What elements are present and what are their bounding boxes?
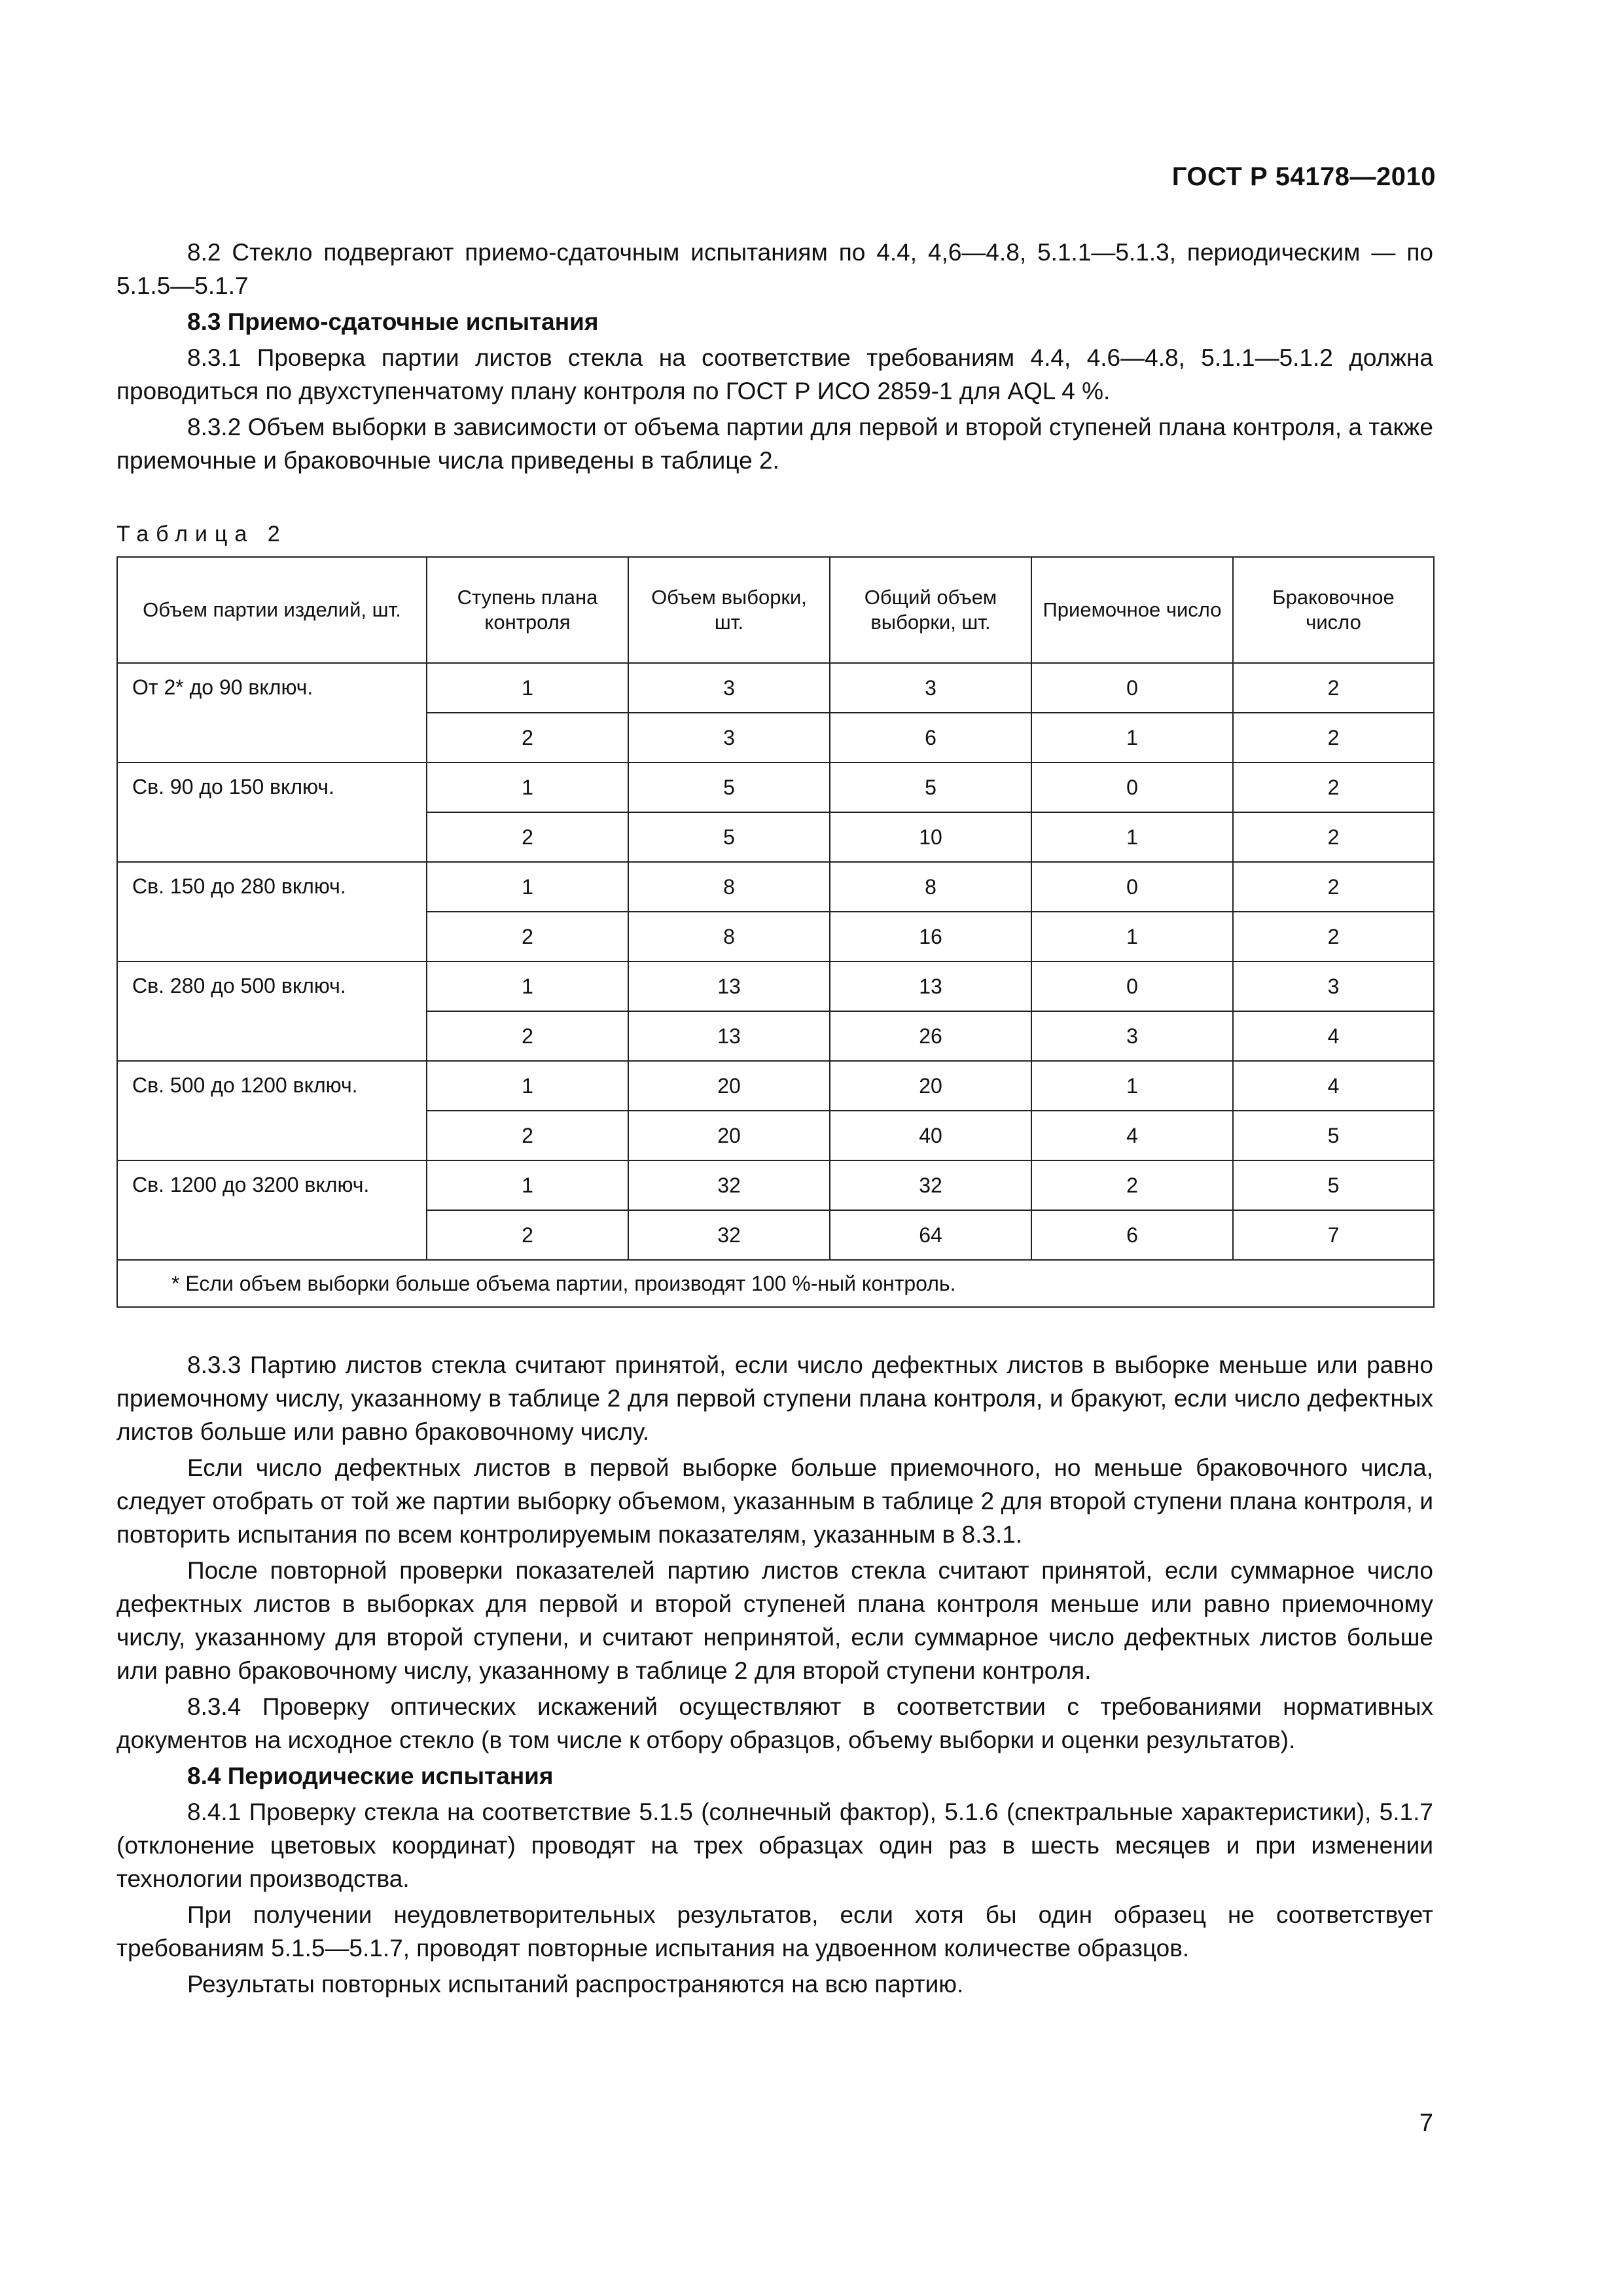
cell-rejection-number: 5	[1233, 1160, 1434, 1210]
table-footnote-row	[117, 1260, 1434, 1307]
cell-plan-stage: 2	[427, 812, 628, 862]
cell-plan-stage: 1	[427, 663, 628, 713]
table-footnote: * Если объем выборки больше объема партии, производят 100 %-ный контроль.	[117, 1260, 1434, 1307]
paragraph-8-4-1-second: При получении неудовлетворительных результатов, если хотя бы один образец не соответствует требованиям 5.1.5—5.1.7, проводят повторные испытания на удвоенном количестве образцов.	[116, 1901, 1433, 1962]
cell-acceptance-number: 0	[1031, 762, 1233, 812]
cell-acceptance-number: 1	[1031, 713, 1233, 762]
cell-sample-size: 13	[628, 961, 830, 1011]
cell-plan-stage: 2	[427, 912, 628, 961]
cell-rejection-number: 2	[1233, 663, 1434, 713]
cell-acceptance-number: 1	[1031, 912, 1233, 961]
cell-plan-stage: 1	[427, 862, 628, 912]
cell-acceptance-number: 0	[1031, 862, 1233, 912]
paragraph-8-3-1: 8.3.1 Проверка партии листов стекла на соответствие требованиям 4.4, 4.6—4.8, 5.1.1—5.1.2 должна проводиться по двухступенчатому плану контроля по ГОСТ Р ИСО 2859-1 для AQL 4 %.	[116, 344, 1433, 404]
header-rejection-number: Браковочное число	[1233, 557, 1434, 663]
cell-total-sample-size: 32	[830, 1160, 1031, 1210]
cell-rejection-number: 5	[1233, 1111, 1434, 1160]
cell-sample-size: 32	[628, 1210, 830, 1260]
cell-sample-size: 5	[628, 762, 830, 812]
table-row	[117, 1160, 1434, 1210]
cell-acceptance-number: 1	[1031, 812, 1233, 862]
header-sample-size: Объем выборки, шт.	[628, 557, 830, 663]
cell-batch-size: Св. 150 до 280 включ.	[117, 862, 427, 961]
cell-sample-size: 3	[628, 663, 830, 713]
cell-batch-size: Св. 500 до 1200 включ.	[117, 1061, 427, 1160]
cell-sample-size: 8	[628, 912, 830, 961]
cell-plan-stage: 1	[427, 762, 628, 812]
cell-sample-size: 3	[628, 713, 830, 762]
cell-plan-stage: 1	[427, 1160, 628, 1210]
heading-8-3: 8.3 Приемо-сдаточные испытания	[187, 308, 599, 335]
cell-total-sample-size: 64	[830, 1210, 1031, 1260]
cell-total-sample-size: 8	[830, 862, 1031, 912]
cell-rejection-number: 2	[1233, 862, 1434, 912]
cell-acceptance-number: 6	[1031, 1210, 1233, 1260]
cell-batch-size: Св. 90 до 150 включ.	[117, 762, 427, 862]
cell-acceptance-number: 4	[1031, 1111, 1233, 1160]
cell-rejection-number: 2	[1233, 762, 1434, 812]
cell-batch-size: Св. 280 до 500 включ.	[117, 961, 427, 1061]
paragraph-8-3-2: 8.3.2 Объем выборки в зависимости от объема партии для первой и второй ступеней плана контроля, а также приемочные и браковочные числа приведены в таблице 2.	[116, 414, 1433, 474]
cell-sample-size: 13	[628, 1011, 830, 1061]
cell-rejection-number: 4	[1233, 1061, 1434, 1111]
sampling-table	[116, 556, 1435, 1308]
cell-total-sample-size: 40	[830, 1111, 1031, 1160]
header-plan-stage: Ступень плана контроля	[427, 557, 628, 663]
cell-total-sample-size: 10	[830, 812, 1031, 862]
paragraph-8-4-1: 8.4.1 Проверку стекла на соответствие 5.1.5 (солнечный фактор), 5.1.6 (спектральные характеристики), 5.1.7 (отклонение цветовых координат) проводят на трех образцах один раз в шесть месяцев и при изменении технологии производства.	[116, 1799, 1433, 1892]
paragraph-8-3-3-third: После повторной проверки показателей партию листов стекла считают принятой, если суммарное число дефектных листов в выборках для первой и второй ступеней плана контроля меньше или равно приемочному числу, указанному для второй ступени, и считают непринятой, если суммарное число дефектных листов больше или равно браковочному числу, указанному в таблице 2 для второй ступени контроля.	[116, 1557, 1433, 1684]
header-acceptance-number: Приемочное число	[1031, 557, 1233, 663]
cell-total-sample-size: 3	[830, 663, 1031, 713]
cell-acceptance-number: 0	[1031, 961, 1233, 1011]
cell-rejection-number: 2	[1233, 812, 1434, 862]
cell-rejection-number: 3	[1233, 961, 1434, 1011]
cell-batch-size: Св. 1200 до 3200 включ.	[117, 1160, 427, 1260]
cell-sample-size: 32	[628, 1160, 830, 1210]
heading-8-4: 8.4 Периодические испытания	[187, 1763, 554, 1789]
cell-rejection-number: 2	[1233, 912, 1434, 961]
cell-total-sample-size: 13	[830, 961, 1031, 1011]
cell-plan-stage: 2	[427, 1210, 628, 1260]
cell-plan-stage: 2	[427, 713, 628, 762]
cell-rejection-number: 4	[1233, 1011, 1434, 1061]
paragraph-8-4-1-third: Результаты повторных испытаний распространяются на всю партию.	[187, 1971, 964, 1998]
paragraph-8-3-4: 8.3.4 Проверку оптических искажений осуществляют в соответствии с требованиями нормативных документов на исходное стекло (в том числе к отбору образцов, объему выборки и оценки результатов).	[116, 1693, 1433, 1753]
paragraph-8-3-3: 8.3.3 Партию листов стекла считают принятой, если число дефектных листов в выборке меньше или равно приемочному числу, указанному в таблице 2 для первой ступени плана контроля, и бракуют, если число дефектных листов больше или равно браковочному числу.	[116, 1352, 1433, 1445]
cell-sample-size: 20	[628, 1111, 830, 1160]
cell-plan-stage: 2	[427, 1111, 628, 1160]
cell-sample-size: 8	[628, 862, 830, 912]
page-number: 7	[1419, 2109, 1433, 2137]
cell-plan-stage: 2	[427, 1011, 628, 1061]
paragraph-8-2: 8.2 Стекло подвергают приемо-сдаточным испытаниям по 4.4, 4,6—4.8, 5.1.1—5.1.3, периодическим — по 5.1.5—5.1.7	[116, 239, 1433, 299]
document-code: ГОСТ Р 54178—2010	[1171, 162, 1436, 191]
cell-total-sample-size: 5	[830, 762, 1031, 812]
paragraph-8-3-3-second: Если число дефектных листов в первой выборке больше приемочного, но меньше браковочного числа, следует отобрать от той же партии выборку объемом, указанным в таблице 2 для второй ступени плана контроля, и повторить испытания по всем контролируемым показателям, указанным в 8.3.1.	[116, 1454, 1433, 1548]
cell-plan-stage: 1	[427, 961, 628, 1011]
cell-acceptance-number: 1	[1031, 1061, 1233, 1111]
cell-acceptance-number: 0	[1031, 663, 1233, 713]
table-caption: Таблица 2	[116, 522, 287, 547]
cell-total-sample-size: 20	[830, 1061, 1031, 1111]
cell-total-sample-size: 26	[830, 1011, 1031, 1061]
cell-sample-size: 20	[628, 1061, 830, 1111]
cell-plan-stage: 1	[427, 1061, 628, 1111]
cell-batch-size: От 2* до 90 включ.	[117, 663, 427, 762]
cell-total-sample-size: 16	[830, 912, 1031, 961]
table-row	[117, 862, 1434, 912]
cell-rejection-number: 2	[1233, 713, 1434, 762]
table-row	[117, 663, 1434, 713]
cell-acceptance-number: 3	[1031, 1011, 1233, 1061]
header-total-sample-size: Общий объем выборки, шт.	[830, 557, 1031, 663]
page-content	[116, 236, 1433, 2001]
cell-total-sample-size: 6	[830, 713, 1031, 762]
header-batch-size: Объем партии изделий, шт.	[117, 557, 427, 663]
table-row	[117, 1061, 1434, 1111]
table-header-row	[117, 557, 1434, 663]
cell-acceptance-number: 2	[1031, 1160, 1233, 1210]
table-row	[117, 762, 1434, 812]
cell-rejection-number: 7	[1233, 1210, 1434, 1260]
cell-sample-size: 5	[628, 812, 830, 862]
table-row	[117, 961, 1434, 1011]
